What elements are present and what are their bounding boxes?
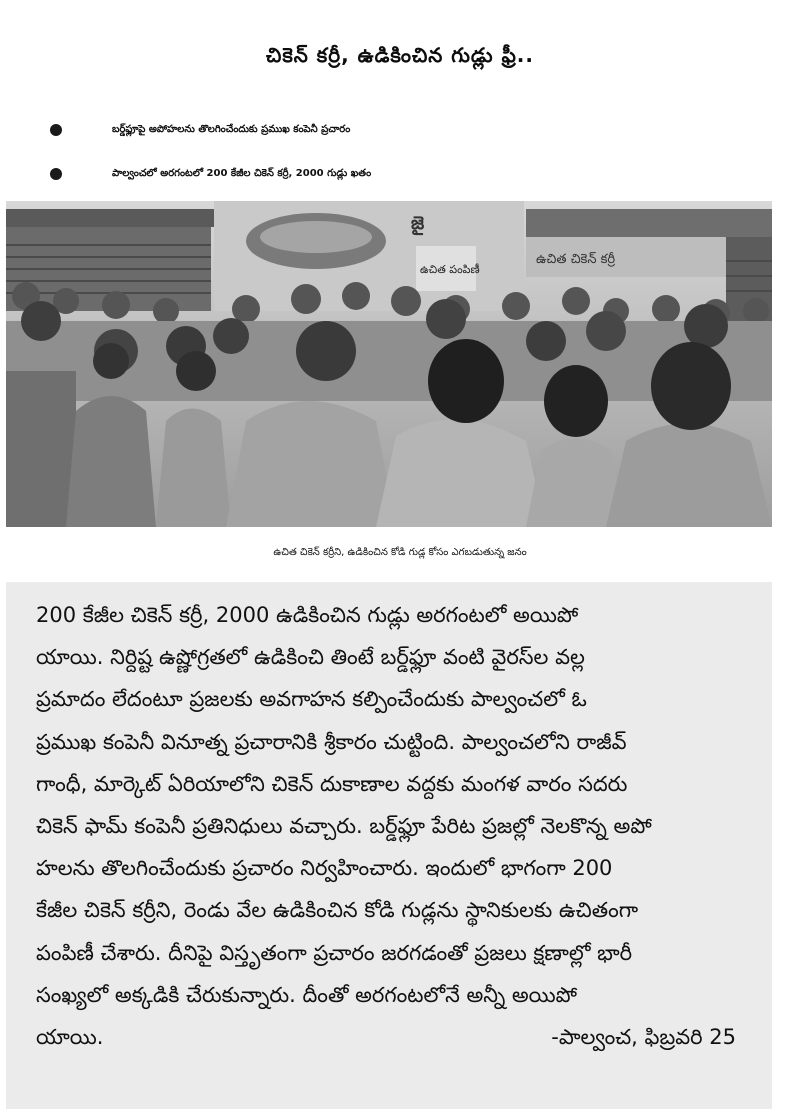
article-last-line <box>36 1016 756 1058</box>
bullet-dot-icon <box>50 168 62 180</box>
article-dateline: -పాల్వంచ, ఫిబ్రవరి 25 <box>551 1024 736 1049</box>
article-body <box>6 582 772 1109</box>
summary-bullet <box>0 108 800 152</box>
article-line: హలను తొలగించేందుకు ప్రచారం నిర్వహించారు. ఇందులో భాగంగా 200 <box>36 856 613 881</box>
article-line: ప్రమాదం లేదంటూ ప్రజలకు అవగాహన కల్పించేందుకు పాల్వంచలో ఓ <box>36 687 587 712</box>
summary-bullets <box>0 108 800 196</box>
article-line: పంపిణీ చేశారు. దీనిపై విస్తృతంగా ప్రచారం జరగడంతో ప్రజలు క్షణాల్లో భారీ <box>36 940 633 965</box>
article-line: చికెన్ ఫామ్ కంపెనీ ప్రతినిధులు వచ్చారు. బర్డ్‌ఫ్లూ పేరిట ప్రజల్లో నెలకొన్న అపో <box>36 813 652 838</box>
article-line: ప్రముఖ కంపెనీ వినూత్న ప్రచారానికి శ్రీకారం చుట్టింది. పాల్వంచలోని రాజీవ్ <box>36 729 627 754</box>
banner-sign-text: జై <box>411 213 425 234</box>
article-line: యాయి. నిర్దిష్ట ఉష్ణోగ్రతలో ఉడికించి తింటే బర్డ్‌ఫ్లూ వంటి వైరస్‌ల వల్ల <box>36 645 585 670</box>
shop-sign-text: ఉచిత చికెన్ కర్రీ <box>536 252 616 267</box>
headline: చికెన్ కర్రీ, ఉడికించిన గుడ్లు ఫ్రీ.. <box>266 43 534 67</box>
article-line: సంఖ్యలో అక్కడికి చేరుకున్నారు. దీంతో అరగంటలోనే అన్నీ అయిపో <box>36 982 578 1007</box>
news-photo <box>6 201 772 527</box>
bullet-dot-icon <box>50 124 62 136</box>
article-line: 200 కేజీల చికెన్ కర్రీ, 2000 ఉడికించిన గుడ్లు అరగంటలో అయిపో <box>36 603 579 627</box>
crowd-photo-illustration <box>6 201 772 527</box>
article-line: గాంధీ, మార్కెట్ ఏరియాలోని చికెన్ దుకాణాల వద్దకు మంగళ వారం సదరు <box>36 771 628 796</box>
article-text <box>36 594 756 1058</box>
banner-caption-text: ఉచిత పంపిణీ <box>420 263 480 276</box>
summary-bullet <box>0 152 800 196</box>
summary-bullet-text: పాల్వంచలో అరగంటలో 200 కేజీల చికెన్ కర్రీ, 2000 గుడ్లు ఖతం <box>112 168 372 179</box>
article-line: కేజీల చికెన్ కర్రీని, రెండు వేల ఉడికించిన కోడి గుడ్లను స్థానికులకు ఉచితంగా <box>36 898 639 923</box>
summary-bullet-text: బర్డ్‌ఫ్లూపై అపోహలను తొలగించేందుకు ప్రముఖ కంపెనీ ప్రచారం <box>112 124 351 135</box>
photo-caption: ఉచిత చికెన్ కర్రీని, ఉడికించిన కోడి గుడ్ల కోసం ఎగబడుతున్న జనం <box>273 547 527 558</box>
article-line: యాయి. <box>36 1024 104 1049</box>
